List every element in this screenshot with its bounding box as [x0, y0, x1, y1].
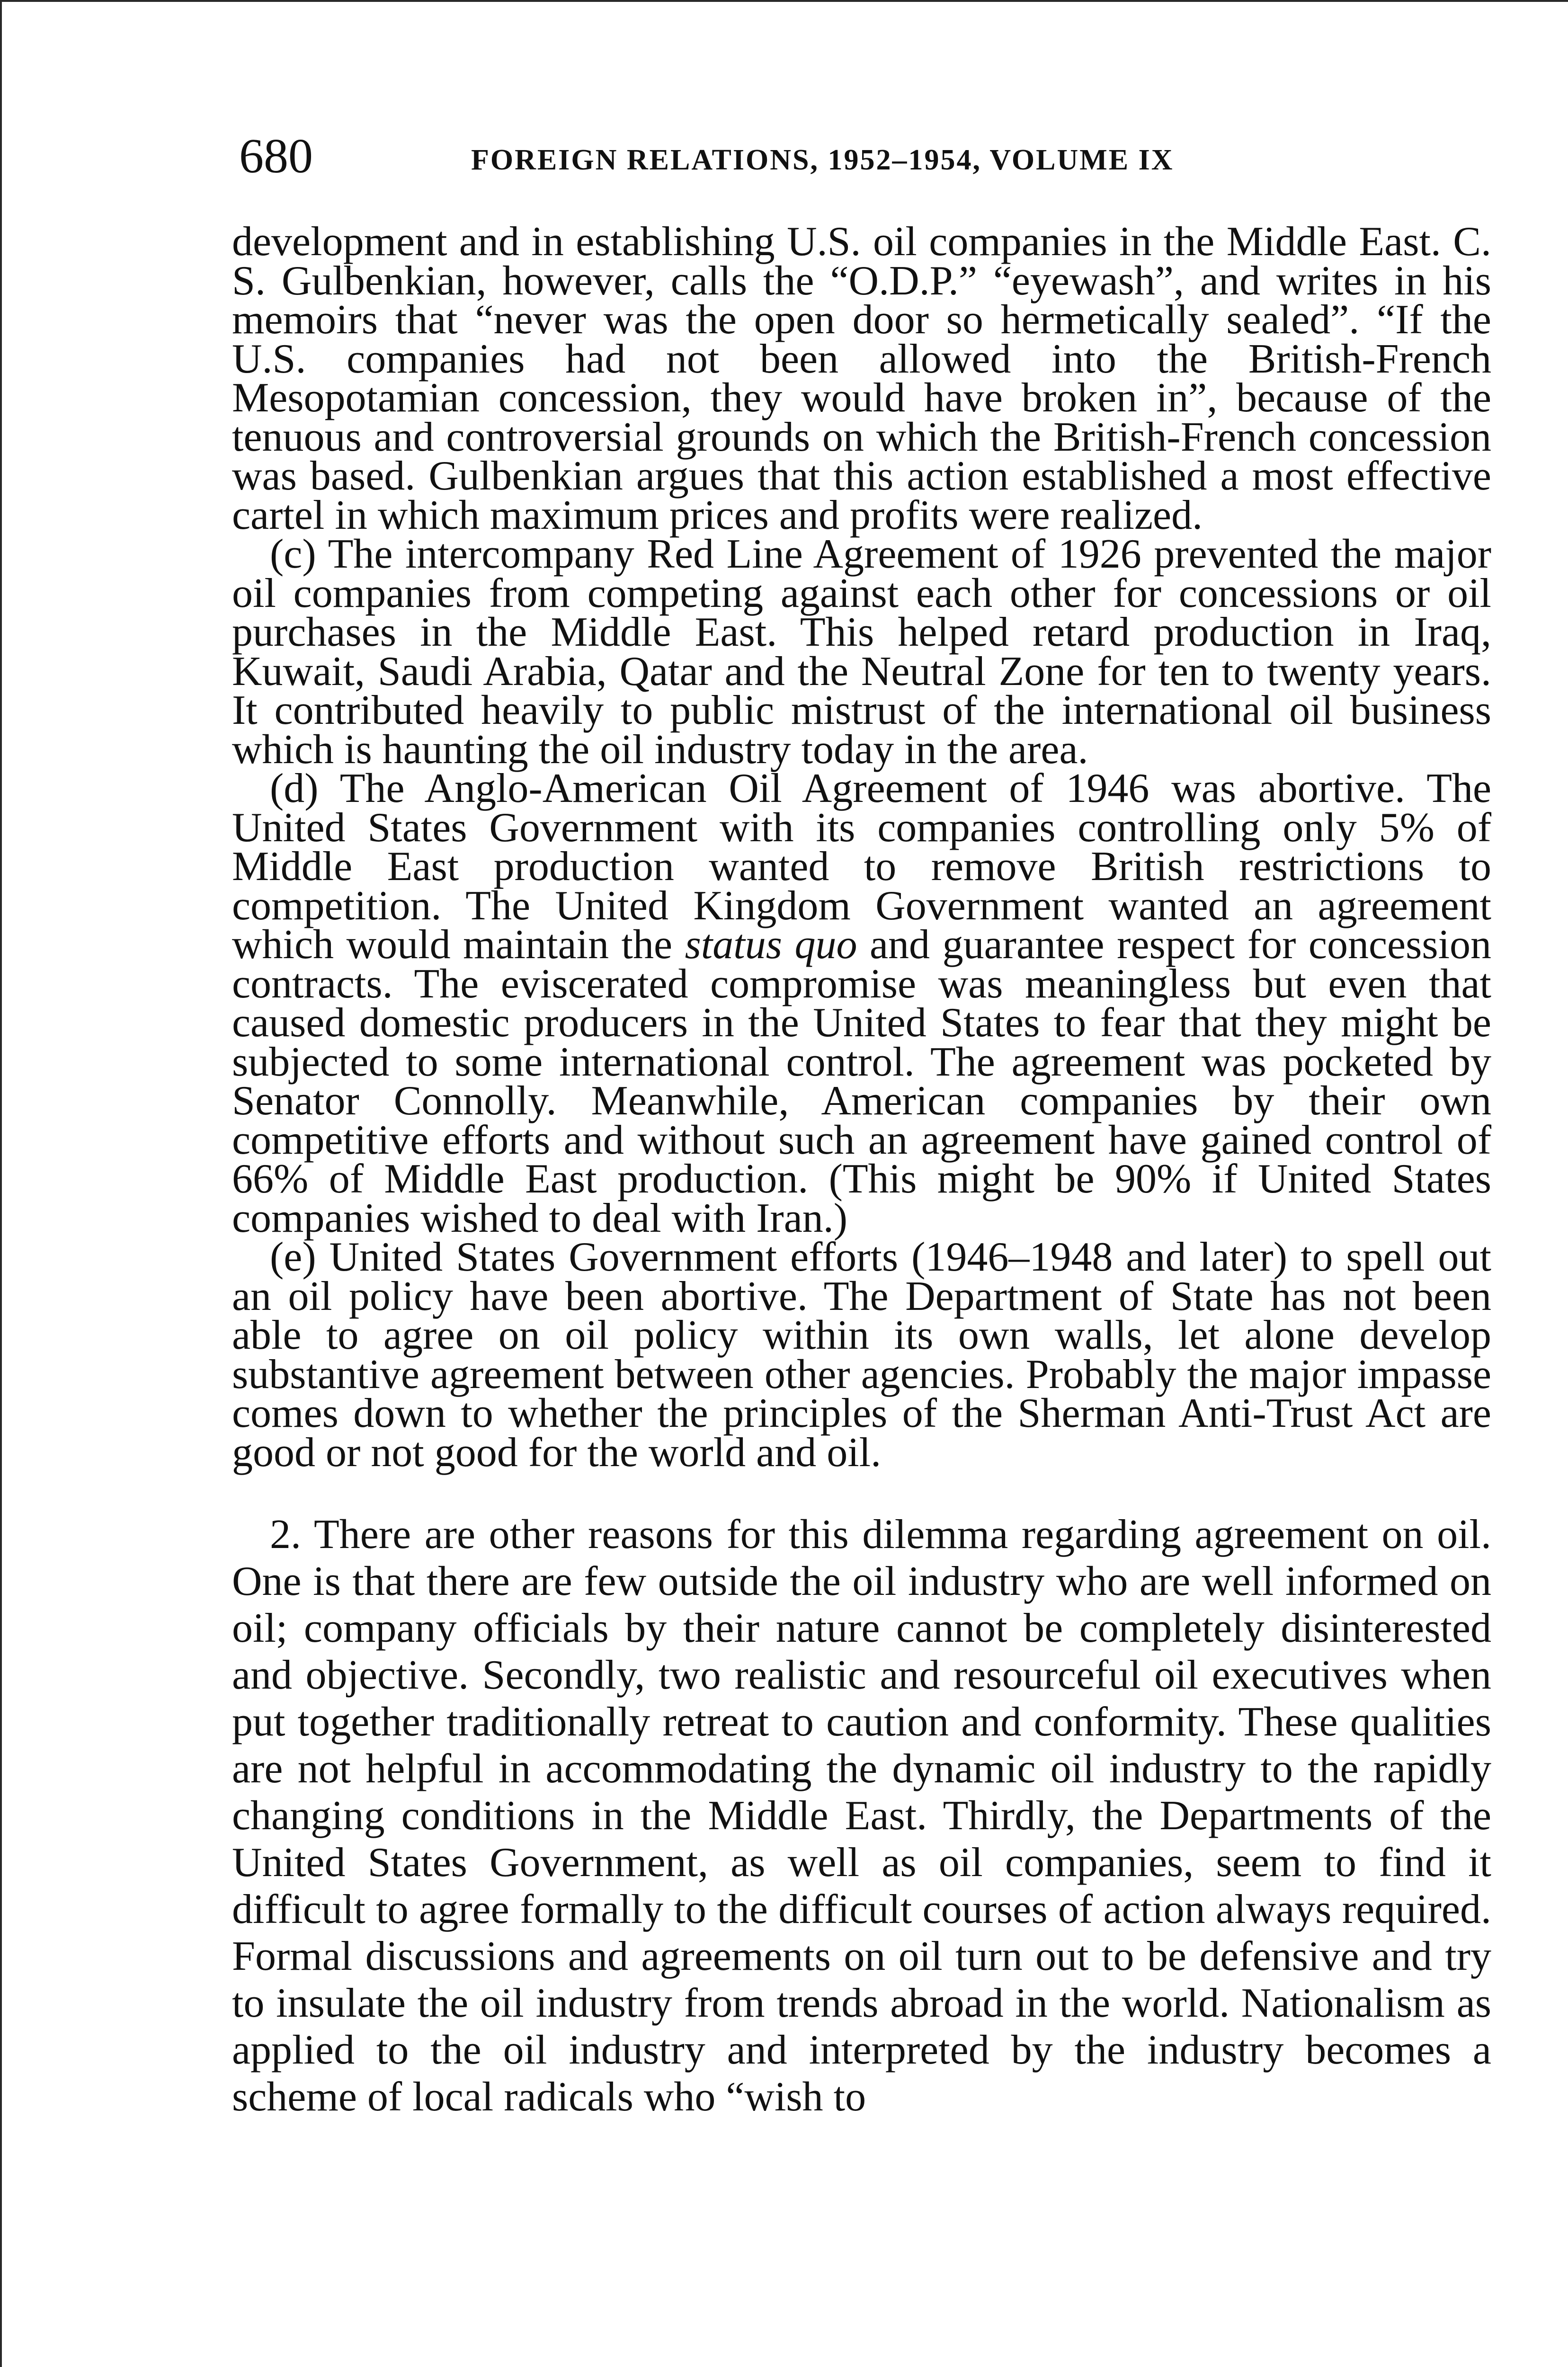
paragraph-d-text-after: and guarantee respect for concession contracts. The eviscerated compromise was meaningless but even that caused domestic producers in the United States to fear that they might be subjected to some international control. The agreement was pocketed by Senator Connolly. Meanwhile, American companies by their own competitive efforts and without such an agreement have gained control of 66% of Middle East production. (This might be 90% if United States companies wished to deal with Iran.)	[232, 922, 1492, 1241]
page-header	[239, 128, 1479, 185]
paragraph-d-italic-status-quo: status quo	[685, 922, 857, 968]
paragraph-2-other-reasons: 2. There are other reasons for this dilemma regarding agreement on oil. One is that there are few outside the oil industry who are well informed on oil; company officials by their nature cannot be completely disinterested and objective. Secondly, two realistic and resourceful oil executives when put together traditionally retreat to caution and conformity. These qualities are not helpful in accommodating the dynamic oil industry to the rapidly changing conditions in the Middle East. Thirdly, the Departments of the United States Government, as well as oil companies, seem to find it difficult to agree formally to the difficult courses of action always required. Formal discussions and agreements on oil turn out to be defensive and try to insulate the oil industry from trends abroad in the world. Nationalism as applied to the oil industry and interpreted by the industry becomes a scheme of local radicals who “wish to	[232, 1512, 1491, 2120]
paragraph-d-anglo-american-agreement	[232, 765, 1492, 1241]
scan-edge-left	[0, 0, 2, 2367]
running-head: FOREIGN RELATIONS, 1952–1954, VOLUME IX	[471, 144, 1174, 176]
paragraph-e-government-efforts: (e) United States Government efforts (1946–1948 and later) to spell out an oil policy have been abortive. The Department of State has not been able to agree on oil policy within its own walls, let alone develop substantive agreement between other agencies. Probably the major impasse comes down to whether the principles of the Sherman Anti-Trust Act are good or not good for the world and oil.	[232, 1234, 1491, 1476]
page-number: 680	[239, 129, 313, 183]
paragraph-c-red-line-agreement: (c) The intercompany Red Line Agreement of 1926 prevented the major oil companies from competing against each other for concessions or oil purchases in the Middle East. This helped retard production in Iraq, Kuwait, Saudi Arabia, Qatar and the Neutral Zone for ten to twenty years. It contributed heavily to public mistrust of the international oil business which is haunting the oil industry today in the area.	[232, 531, 1491, 773]
paragraph-continuation: development and in establishing U.S. oil companies in the Middle East. C. S. Gulbenkian, however, calls the “O.D.P.” “eyewash”, and writes in his memoirs that “never was the open door so hermetically sealed”. “If the U.S. companies had not been allowed into the British-French Mesopotamian concession, they would have broken in”, because of the tenuous and controversial grounds on which the British-French concession was based. Gulbenkian argues that this action established a most effective cartel in which maximum prices and profits were realized.	[232, 219, 1491, 538]
scan-edge-top	[0, 0, 1568, 2]
body-text	[232, 219, 1492, 2120]
paragraph-d-text-before: (d) The Anglo-American Oil Agreement of 1946 was abortive. The United States Government with its companies controlling only 5% of Middle East production wanted to remove British restrictions to competition. The United Kingdom Government wanted an agreement which would maintain the	[232, 765, 1491, 968]
